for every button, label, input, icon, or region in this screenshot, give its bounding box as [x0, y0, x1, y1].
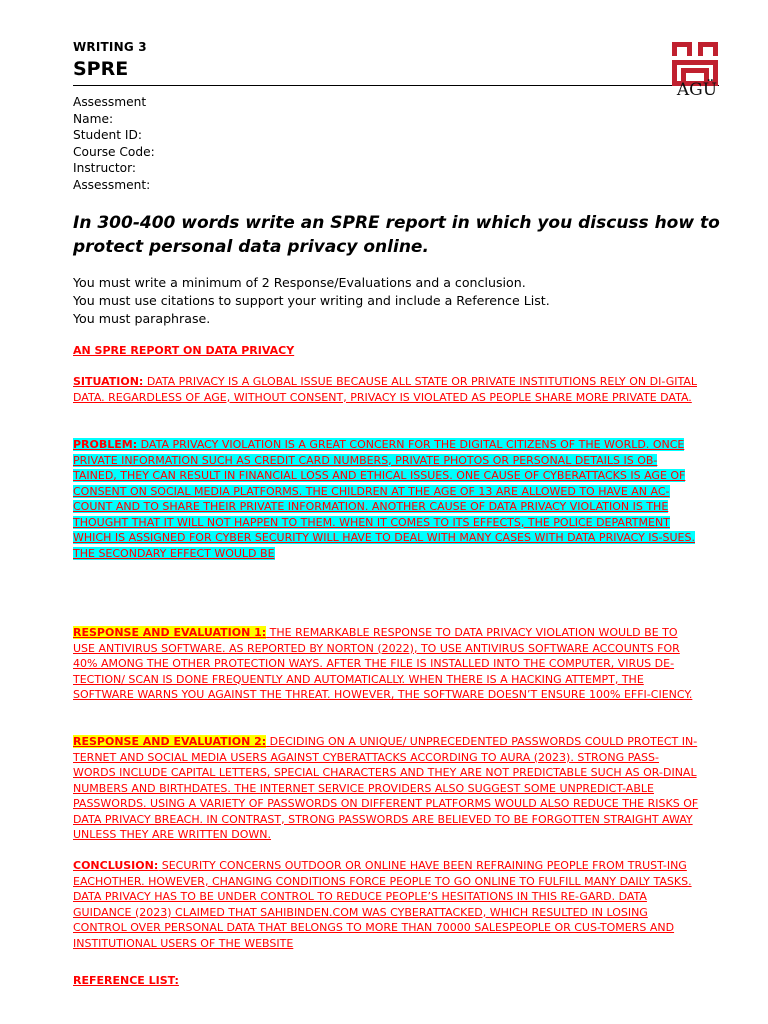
- response2-text: DECIDING ON A UNIQUE/ UNPRECEDENTED PASSWORDS COULD PROTECT IN-TERNET AND SOCIAL MEDIA USERS AGAINST CYBERATTACKS ACCORDING TO AURA (2023). STRONG PASS-WORDS INCLUDE CAPITAL LETTERS, SPECIAL CHARACTERS AND THEY ARE NOT PREDICTABLE SUCH AS OR-DINAL NUMBERS AND BIRTHDATES. THE INTERNET SERVICE PROVIDERS ALSO SUGGEST SOME UNPREDICT-ABLE PASSWORDS. USING A VARIETY OF PASSWORDS ON DIFFERENT PLATFORMS WOULD ALSO REDUCE THE RISKS OF DATA PRIVACY BREACH. IN CONTRAST, STRONG PASSWORDS ARE BELIEVED TO BE FORGOTTEN STRAIGHT AWAY UNLESS THEY ARE WRITTEN DOWN.: [73, 735, 699, 841]
- info-line: Name:: [73, 111, 114, 126]
- logo-wordmark: AGÜ: [676, 80, 718, 100]
- conclusion-paragraph: [73, 858, 699, 951]
- requirement-item: You must paraphrase.: [73, 311, 211, 327]
- conclusion-text: SECURITY CONCERNS OUTDOOR OR ONLINE HAVE BEEN REFRAINING PEOPLE FROM TRUST-ING EACHOTHER. HOWEVER, CHANGING CONDITIONS FORCE PEOPLE TO GO ONLINE TO FULFILL MANY DAILY TASKS. DATA PRIVACY HAS TO BE UNDER CONTROL TO REDUCE PEOPLE’S HESITATIONS IN THIS RE-GARD. DATA GUIDANCE (2023) CLAIMED THAT SAHIBINDEN.COM WAS CYBERATTACKED, WHICH RESULTED IN LOSING CONTROL OVER PERSONAL DATA THAT BELONGS TO MORE THAN 70000 SALESPEOPLE OR CUS-TOMERS AND INSTITUTIONAL USERS OF THE WEBSITE: [73, 859, 692, 950]
- conclusion-label: CONCLUSION:: [73, 859, 159, 872]
- response2-label: RESPONSE AND EVALUATION 2:: [73, 735, 267, 748]
- info-line: Assessment:: [73, 177, 151, 192]
- header-divider: [73, 85, 719, 86]
- response1-text: THE REMARKABLE RESPONSE TO DATA PRIVACY VIOLATION WOULD BE TO USE ANTIVIRUS SOFTWARE. AS REPORTED BY NORTON (2022), TO USE ANTIVIRUS SOFTWARE ACCOUNTS FOR 40% AMONG THE OTHER PROTECTION WAYS. AFTER THE FILE IS INSTALLED INTO THE COMPUTER, VIRUS DE-TECTION/ SCAN IS DONE FREQUENTLY AND AUTOMATICALLY. WHEN THERE IS A HACKING ATTEMPT, THE SOFTWARE WARNS YOU AGAINST THE THREAT. HOWEVER, THE SOFTWARE DOESN’T ENSURE 100% EFFI-CIENCY.: [73, 626, 693, 701]
- student-info: [73, 94, 155, 193]
- situation-paragraph: [73, 374, 699, 405]
- document-title: SPRE: [73, 58, 129, 80]
- requirements-list: [73, 274, 550, 329]
- info-line: Instructor:: [73, 161, 137, 175]
- course-label: WRITING 3: [73, 40, 147, 54]
- problem-label: PROBLEM:: [73, 438, 138, 451]
- assignment-prompt: In 300-400 words write an SPRE report in which you discuss how to protect personal data privacy online.: [73, 213, 720, 257]
- report-title: AN SPRE REPORT ON DATA PRIVACY: [73, 344, 295, 357]
- info-line: Student ID:: [73, 128, 142, 142]
- info-line: Assessment: [73, 95, 147, 109]
- info-line: Course Code:: [73, 144, 155, 159]
- requirement-item: You must write a minimum of 2 Response/Evaluations and a conclusion.: [73, 275, 526, 290]
- situation-text: DATA PRIVACY IS A GLOBAL ISSUE BECAUSE ALL STATE OR PRIVATE INSTITUTIONS RELY ON DI-GITAL DATA. REGARDLESS OF AGE, WITHOUT CONSENT, PRIVACY IS VIOLATED AS PEOPLE SHARE MORE PRIVATE DATA.: [73, 375, 697, 404]
- problem-text: DATA PRIVACY VIOLATION IS A GREAT CONCERN FOR THE DIGITAL CITIZENS OF THE WORLD. ONCE PRIVATE INFORMATION SUCH AS CREDIT CARD NUMBERS, PRIVATE PHOTOS OR PERSONAL DETAILS IS OB-TAINED, THEY CAN RESULT IN FINANCIAL LOSS AND ETHICAL ISSUES. ONE CAUSE OF CYBERATTACKS IS AGE OF CONSENT ON SOCIAL MEDIA PLATFORMS. THE CHILDREN AT THE AGE OF 13 ARE ALLOWED TO HAVE AN AC-COUNT AND TO SHARE THEIR PRIVATE INFORMATION. ANOTHER CAUSE OF DATA PRIVACY VIOLATION IS THE THOUGHT THAT IT WILL NOT HAPPEN TO THEM. WHEN IT COMES TO ITS EFFECTS, THE POLICE DEPARTMENT WHICH IS ASSIGNED FOR CYBER SECURITY WILL HAVE TO DEAL WITH MANY CASES WITH DATA PRIVACY IS-SUES. THE SECONDARY EFFECT WOULD BE: [73, 438, 695, 560]
- response1-label: RESPONSE AND EVALUATION 1:: [73, 626, 267, 639]
- problem-paragraph: [73, 437, 699, 561]
- requirement-item: You must use citations to support your writing and include a Reference List.: [73, 293, 550, 309]
- situation-label: SITUATION:: [73, 375, 144, 388]
- response2-paragraph: [73, 734, 699, 843]
- response1-paragraph: [73, 625, 699, 703]
- reference-list-label: REFERENCE LIST:: [73, 974, 179, 987]
